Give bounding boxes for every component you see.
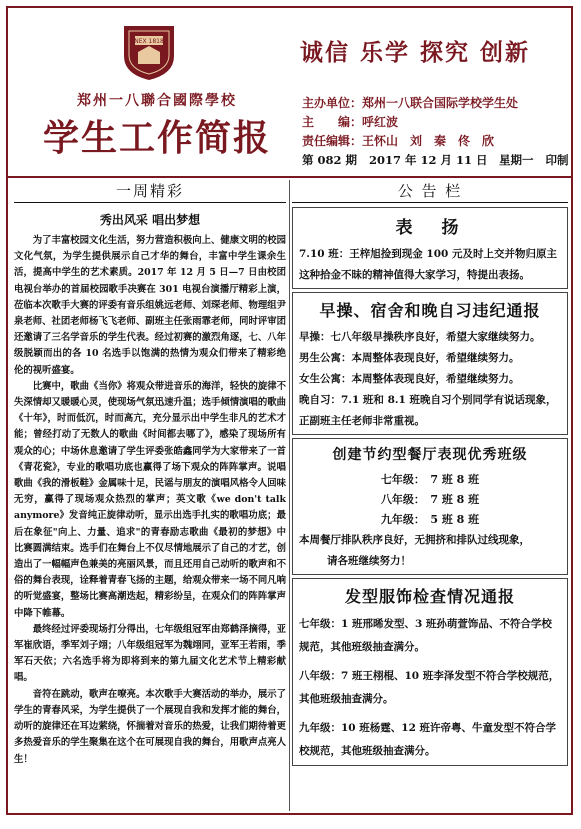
issue-date: 2017 年 12 月 11 日 星期一 [369, 153, 534, 167]
violation-item: 早操：七八年级早操秩序良好，希望大家继续努力。 [299, 331, 541, 343]
praise-text: 7.10 班：王梓旭捡到现金 100 元及时上交并物归原主这种拾金不昧的精神值得大家学习，特提出表扬。 [299, 248, 557, 281]
grade-row: 七年级： 7 班 8 班 [380, 473, 480, 486]
violation-item: 晚自习：7.1 班和 8.1 班晚自习个别同学有说话现象，正副班主任老师非常重视。 [299, 394, 557, 427]
school-logo [120, 22, 178, 82]
sponsor-label: 主办单位： [302, 96, 363, 110]
motto: 诚信 乐学 探究 创新 [300, 39, 531, 66]
sponsor-value: 郑州一八联合国际学校学生处 [362, 96, 519, 110]
cafeteria-note-line: 本周餐厅排队秩序良好，无拥挤和排队过线现象， [299, 534, 530, 546]
violation-item: 女生公寓：本周整体表现良好，希望继续努力。 [299, 373, 520, 385]
print-label: 印制 [545, 153, 569, 167]
director-row [302, 113, 570, 132]
hair-box [292, 578, 568, 766]
violations-list [299, 327, 561, 432]
school-name: 郑州一八聯合國際學校 [77, 93, 237, 109]
editors-label: 责任编辑： [302, 134, 363, 148]
bulletin-column [292, 180, 568, 811]
cafeteria-note-line: 请各班继续努力！ [327, 555, 411, 567]
cafeteria-grades [299, 470, 561, 530]
hair-item: 七年级：1 班邢晞发型、3 班孙萌萱饰品、不符合学校规范，其他班级抽查满分。 [299, 618, 552, 653]
article-paragraph: 比赛中，歌曲《当你》将观众带进音乐的海洋，轻快的旋律不失深情却又暖暖心灵，使现场气氛迅速升温；选手倾情演唱的歌曲《十年》，时而低沉，时而高亢，充分显示出中学生非凡的艺术才能；曾经打动了无数人的歌曲《时间都去哪了》，感染了现场所有观众的心；中场休息邀请了学生评委张皓鑫同学为大家带来了一首《青花瓷》，专业的歌唱功底也赢得了场下观众的阵阵掌声。说唱歌曲《我的滑板鞋》金属味十足，民谣与朋友的演唱风格令人回味无穷，赢得了现场观众热烈的掌声；英文歌《we don't talk anymore》发音纯正旋律动听，显示出选手扎实的歌唱功底；最后在象征"向上、力量、追求"的青春励志歌曲《最初的梦想》中比赛圆满结束。选手们在舞台上不仅尽情地展示了自己的才艺，创造出了一幅幅声色兼美的亮丽风景，而且还用自己动听的歌声和不俗的舞台表现，诠释着青春飞扬的主题，给观众带来一场不同凡响的听觉盛宴，整场比赛高潮迭起，精彩纷呈，在观众们的阵阵掌声中降下帷幕。 [14, 380, 286, 619]
hair-list [299, 613, 561, 763]
article-paragraph: 最终经过评委现场打分得出，七年级组冠军由郑鹤泽摘得，亚军崔欣语，季军刘子翊；八年级组冠军为魏翊同，亚军王若雨，季军石天依；六名选手将为即将到来的第九届文化艺术节上精彩献唱。 [14, 623, 286, 684]
masthead-info [302, 94, 570, 170]
editors-value: 王怀山 刘 秦 佟 欣 [362, 134, 495, 148]
violations-box [292, 292, 568, 435]
hair-item: 九年级：10 班杨霆、12 班许帝粤、牛童发型不符合学校规范，其他班级抽查满分。 [299, 722, 557, 757]
article-paragraph: 为了丰富校园文化生活，努力营造积极向上、健康文明的校园文化气氛，为学生提供展示自己才华的舞台，丰富中学生课余生活，提高中学生的艺术素质。2017 年 12 月 5 日—7 日由校团电视台举办的首届校园歌手决赛在 301 电视台演播厅精彩上演，莅临本次歌手大赛的评委有音乐组姚远老师、刘琛老师、物理组尹泉老师、社团老师杨飞飞老师、副班主任张雨霏老师，同时评审团还邀请了三名学音乐的学生代表。经过初赛的激烈角逐，七、八年级脱颖而出的各 10 名选手以饱满的热情为观众们带来了精彩绝伦的视听盛宴。 [14, 235, 286, 376]
sponsor-row [302, 94, 570, 113]
cafeteria-box [292, 438, 568, 575]
grade-row: 八年级： 7 班 8 班 [380, 493, 480, 506]
cafeteria-title: 创建节约型餐厅表现优秀班级 [332, 447, 528, 463]
masthead-rule [8, 176, 571, 178]
masthead [8, 8, 571, 176]
violations-title: 早操、宿舍和晚自习违纪通报 [319, 301, 541, 320]
weekly-highlights-column [14, 180, 286, 811]
newsletter-page [6, 6, 573, 815]
article-paragraph: 音符在跳动，歌声在嘹亮。本次歌手大赛活动的举办，展示了学生的青春风采，为学生提供了一个展现自我和发挥才能的舞台，动听的旋律还在耳边萦绕，怀揣着对音乐的热爱，让我们期待着更多热爱音乐的学生聚集在这个在可展现自我的舞台，用歌声点亮人生！ [14, 688, 286, 765]
violation-item: 男生公寓：本周整体表现良好，希望继续努力。 [299, 352, 520, 364]
hair-title: 发型服饰检查情况通报 [344, 587, 515, 606]
section-title-bulletin: 公 告 栏 [292, 180, 568, 203]
paper-title: 学生工作简报 [42, 117, 271, 159]
section-title-highlights: 一周精彩 [14, 180, 286, 203]
logo-text: NEX 1818 [134, 38, 164, 45]
issue-row [302, 151, 570, 170]
editors-row [302, 132, 570, 151]
praise-title: 表 扬 [395, 218, 465, 238]
praise-box [292, 207, 568, 289]
logo-area [32, 20, 282, 175]
column-divider [289, 180, 290, 811]
article-title: 秀出风采 唱出梦想 [99, 213, 201, 227]
hair-item: 八年级：7 班王栩棍、10 班李泽发型不符合学校规范，其他班级抽查满分。 [299, 670, 560, 705]
issue-number: 第 082 期 [302, 153, 358, 167]
director-label: 主 编： [302, 115, 363, 129]
grade-row: 九年级： 5 班 8 班 [380, 513, 480, 526]
director-value: 呼红波 [362, 115, 399, 129]
cafeteria-note [299, 530, 561, 572]
